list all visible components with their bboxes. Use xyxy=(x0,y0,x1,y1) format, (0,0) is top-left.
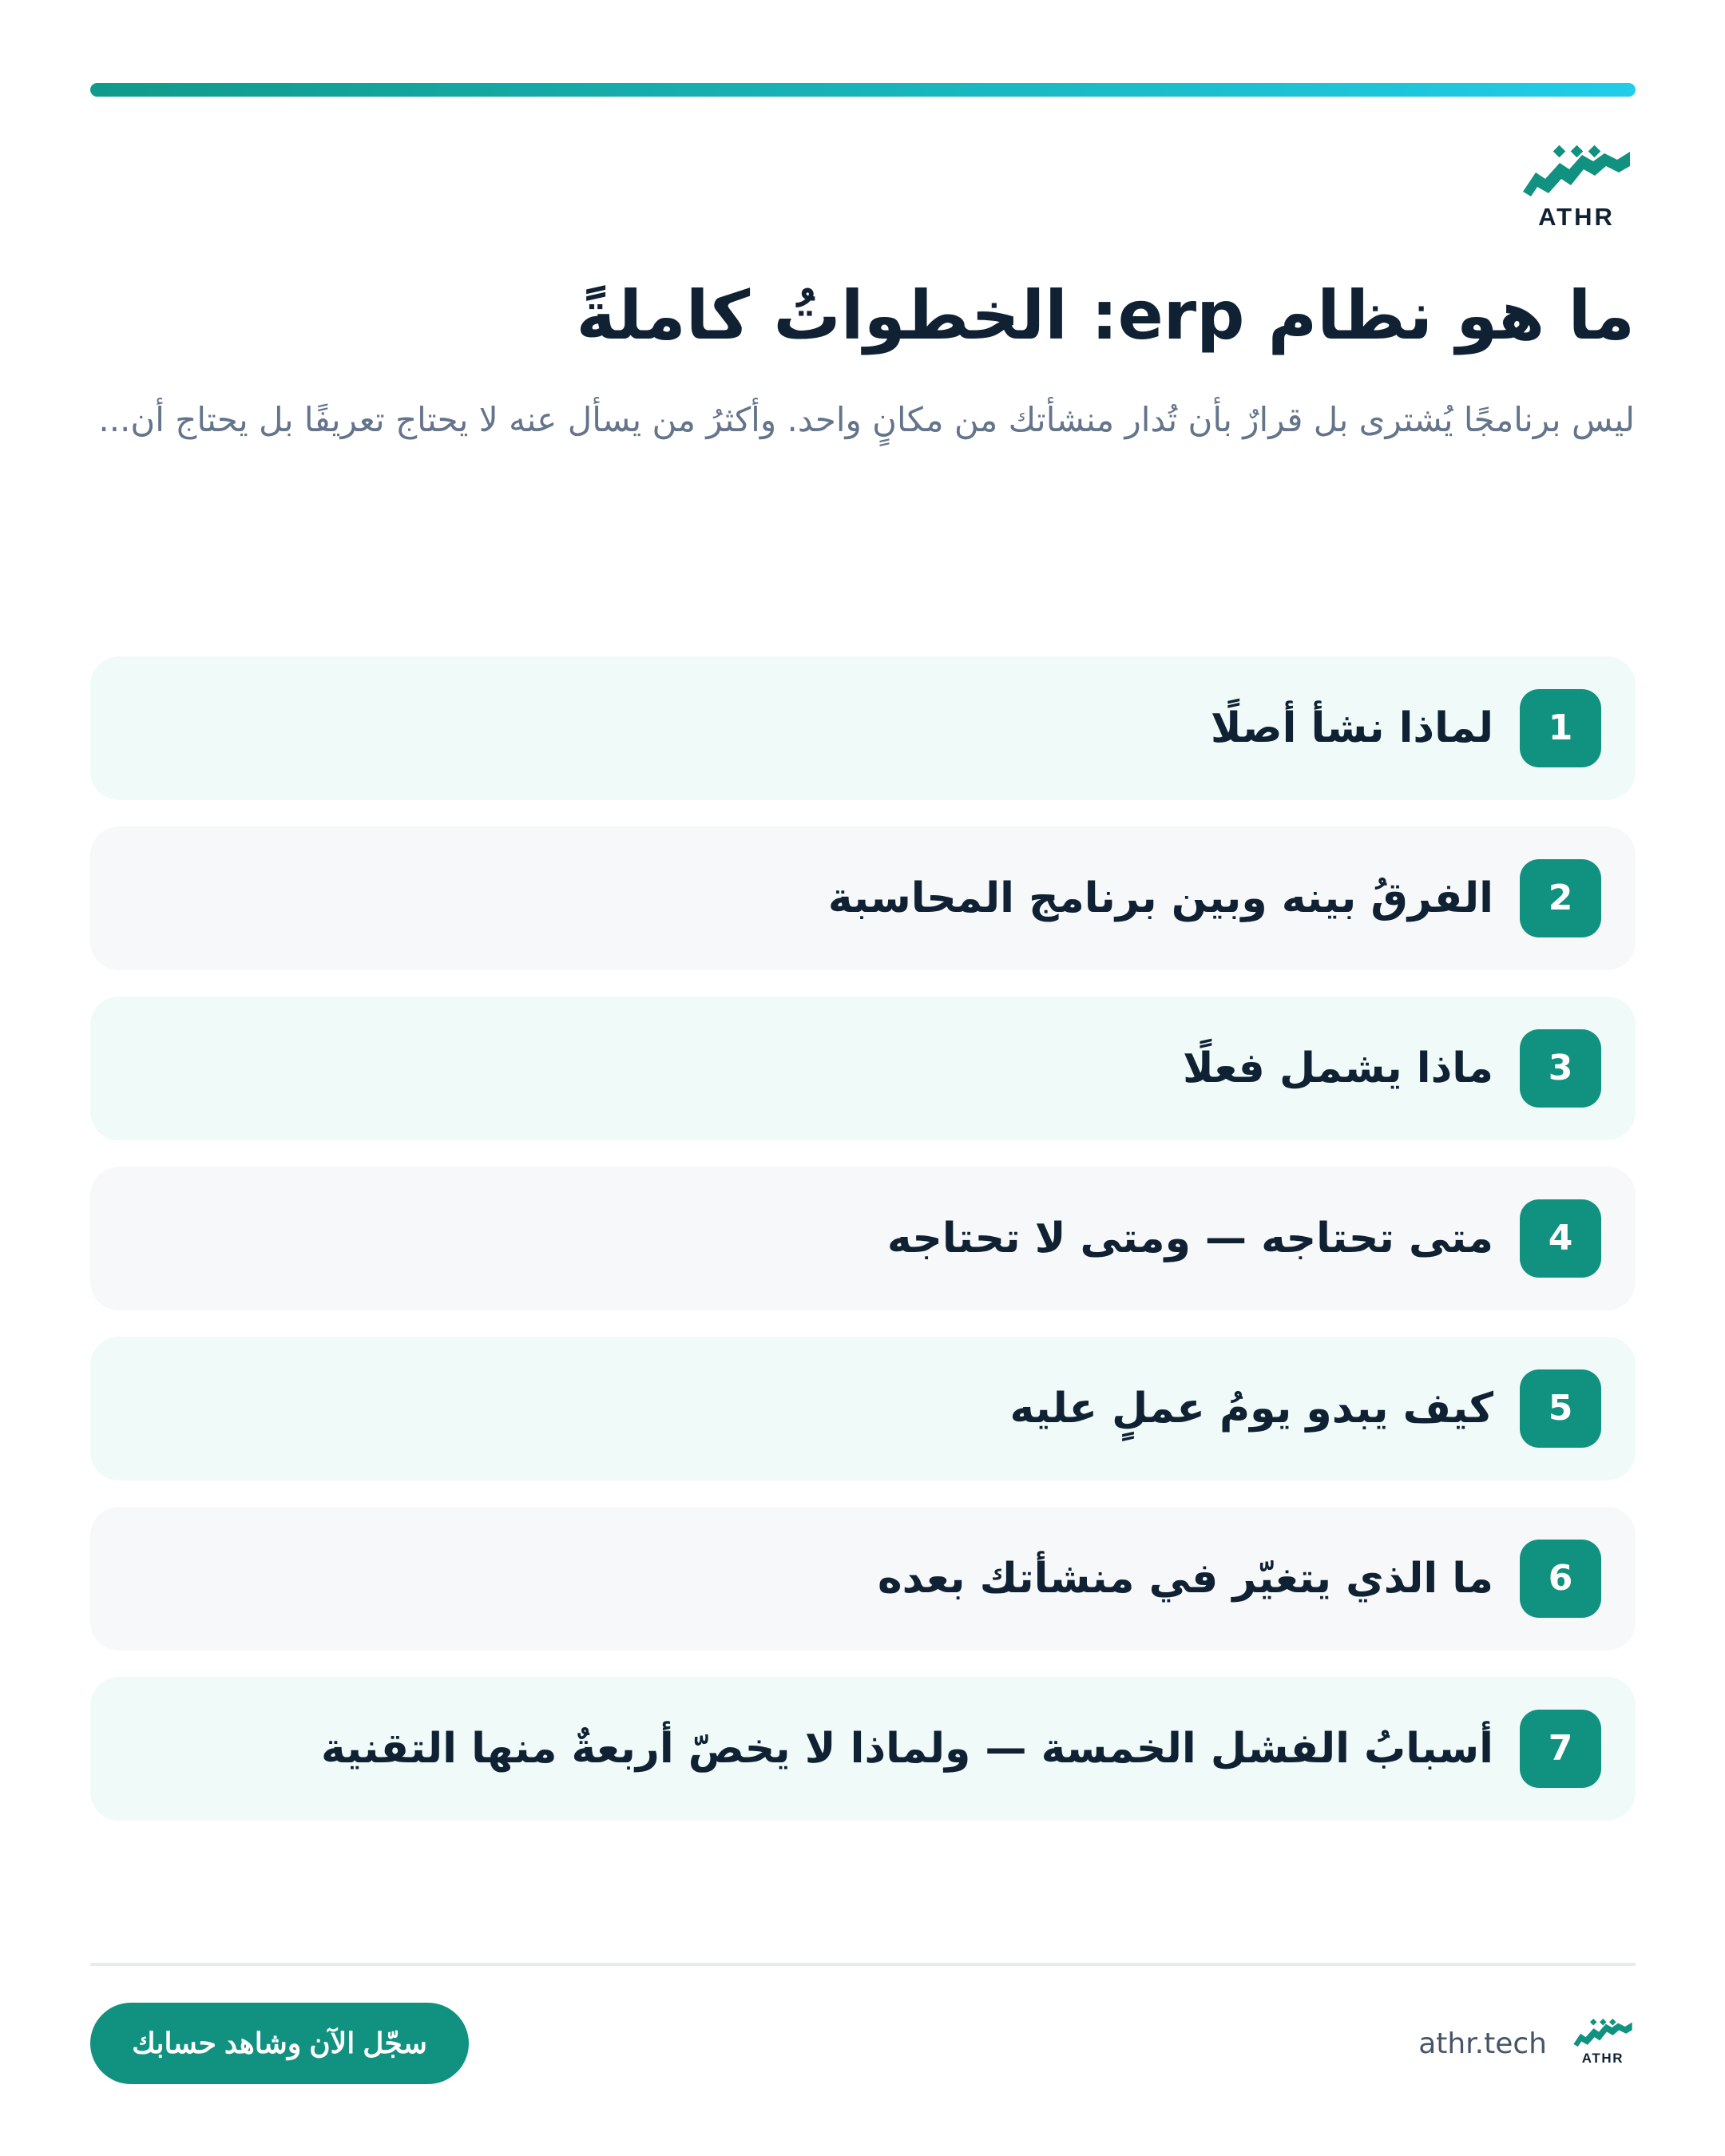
page-title: ما هو نظام erp: الخطواتُ كاملةً xyxy=(576,276,1635,355)
chapter-title: الفرقُ بينه وبين برنامج المحاسبة xyxy=(827,874,1493,922)
footer-logo-wordmark: ATHR xyxy=(1581,2050,1624,2064)
chapter-number-badge: 7 xyxy=(1520,1710,1601,1788)
signup-cta-button[interactable]: سجّل الآن وشاهد حسابك xyxy=(90,2003,469,2084)
chapter-item[interactable] xyxy=(90,1167,1636,1310)
chapter-item[interactable] xyxy=(90,1677,1636,1821)
chapter-number-badge: 3 xyxy=(1520,1029,1601,1108)
chapter-title: كيف يبدو يومُ عملٍ عليه xyxy=(1009,1385,1493,1433)
chapter-item[interactable] xyxy=(90,826,1636,970)
footer-divider xyxy=(90,1963,1636,1966)
page-subtitle: ليس برنامجًا يُشترى بل قرارٌ بأن تُدار منشأتك من مكانٍ واحد. وأكثرُ من يسأل عنه لا يحتاج تعريفًا بل يحتاج أن... xyxy=(98,400,1635,439)
chapter-title: ما الذي يتغيّر في منشأتك بعده xyxy=(877,1555,1493,1603)
chapter-title: أسبابُ الفشل الخمسة — ولماذا لا يخصّ أربعةٌ منها التقنية xyxy=(321,1725,1493,1773)
chapter-item[interactable] xyxy=(90,1337,1636,1480)
chapter-number-badge: 6 xyxy=(1520,1540,1601,1618)
athr-logo-icon xyxy=(1571,2018,1635,2064)
chapter-list xyxy=(90,656,1636,1847)
chapter-item[interactable] xyxy=(90,1507,1636,1651)
chapter-item[interactable] xyxy=(90,656,1636,800)
athr-logo-icon xyxy=(1518,144,1635,228)
chapter-title: متى تحتاجه — ومتى لا تحتاجه xyxy=(886,1215,1493,1262)
chapter-number-badge: 2 xyxy=(1520,859,1601,937)
website-link[interactable]: athr.tech xyxy=(1418,2027,1547,2060)
chapter-item[interactable] xyxy=(90,997,1636,1140)
chapter-title: ماذا يشمل فعلًا xyxy=(1182,1044,1493,1092)
top-accent-bar xyxy=(90,83,1636,97)
chapter-title: لماذا نشأ أصلًا xyxy=(1210,704,1493,752)
logo-wordmark: ATHR xyxy=(1538,203,1615,228)
athr-logo xyxy=(1518,144,1635,228)
footer-logo xyxy=(1571,2018,1635,2064)
chapter-number-badge: 5 xyxy=(1520,1369,1601,1448)
chapter-number-badge: 4 xyxy=(1520,1199,1601,1278)
chapter-number-badge: 1 xyxy=(1520,689,1601,767)
